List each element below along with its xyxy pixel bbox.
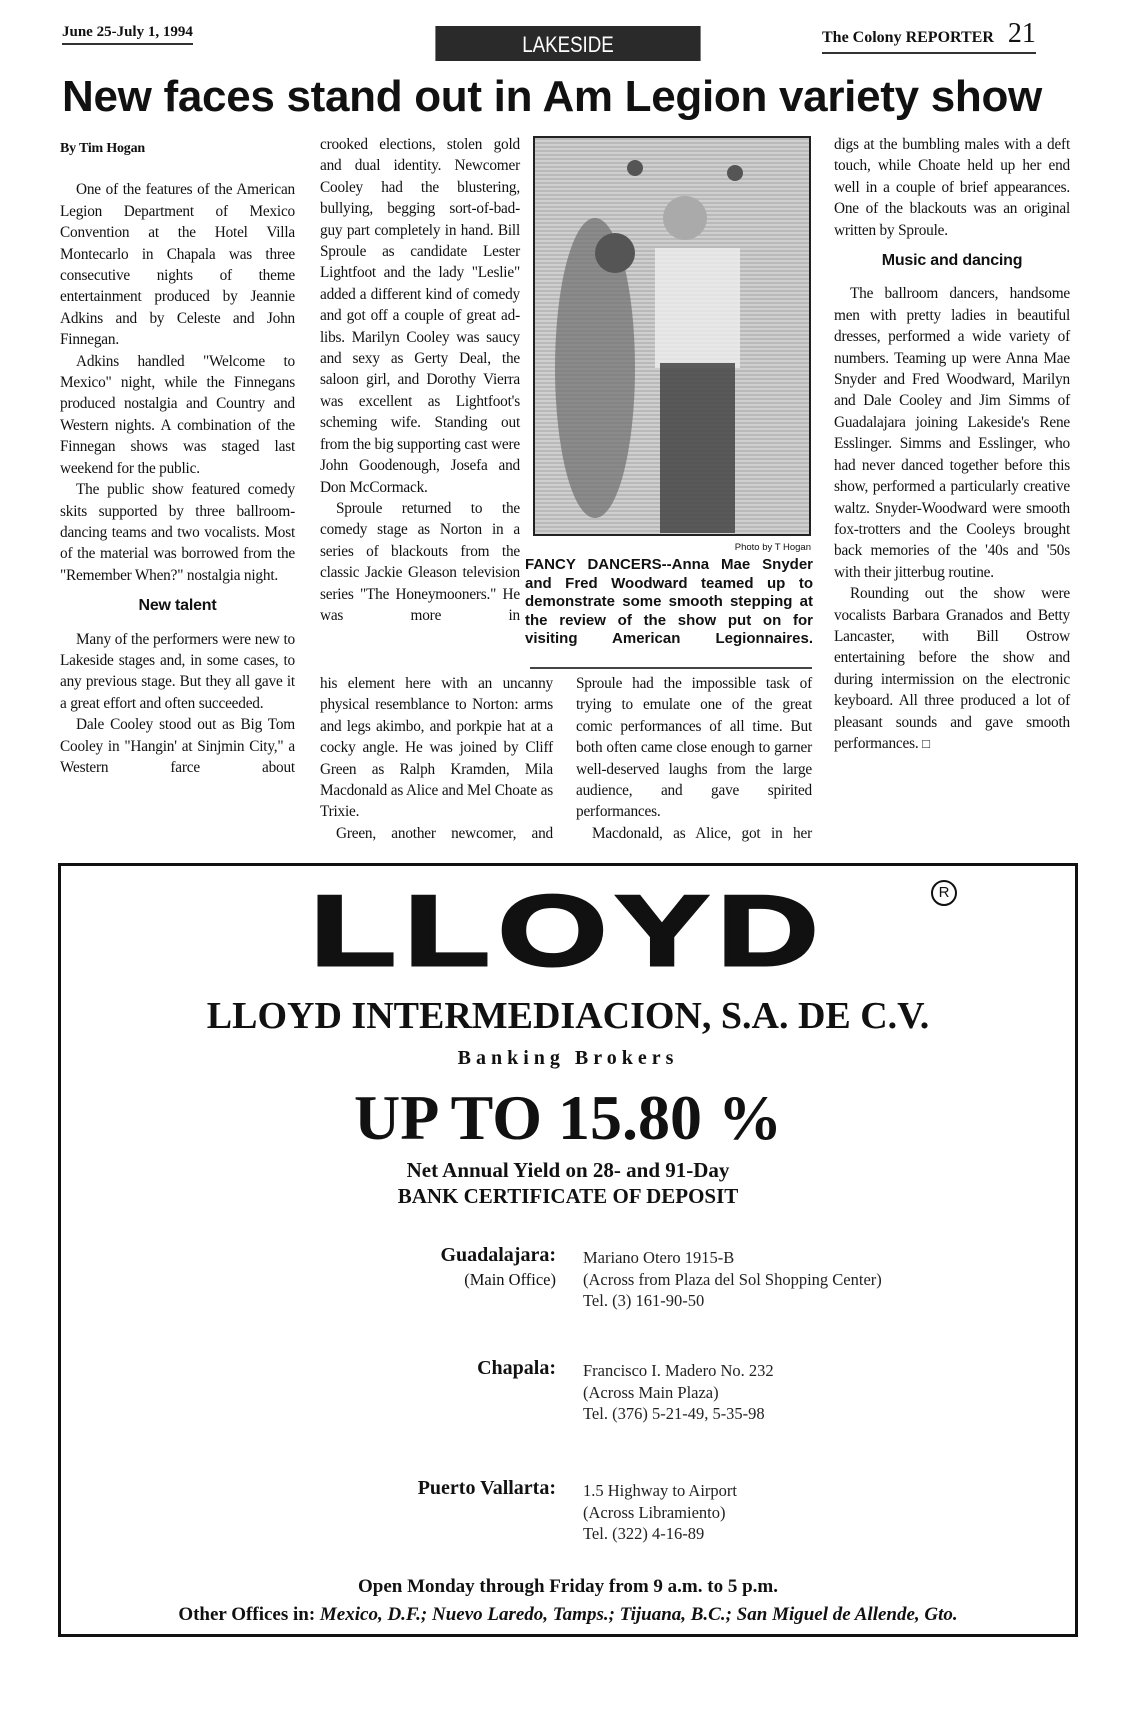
address-line: (Across Main Plaza) — [583, 1382, 719, 1402]
paper-name — [822, 18, 1036, 54]
office-city: Guadalajara: — [440, 1244, 556, 1266]
paragraph: Sproule returned to the comedy stage as Norton in a series of blackouts from the classic Jackie Gleason television series "The Honeymooners." He was more in — [320, 499, 520, 624]
issue-date: June 25-July 1, 1994 — [62, 24, 193, 45]
office-hours: Open Monday through Friday from 9 a.m. to 5 p.m. — [358, 1576, 778, 1597]
paragraph: Macdonald, as Alice, got in her — [592, 824, 812, 842]
office-note: (Main Office) — [464, 1270, 556, 1289]
end-mark-icon: □ — [922, 735, 930, 751]
address-line: Tel. (322) 4-16-89 — [583, 1524, 705, 1543]
page-number: 21 — [1007, 18, 1036, 49]
caption-text: and Fred Woodward teamed up to demonstrate some smooth stepping at the review of the show put on for visiting American Legionnaires. — [525, 574, 813, 647]
paragraph: Many of the performers were new to Lakeside stages and, in some cases, to any previous stage. But they all gave it a great effort and often succeeded. — [60, 630, 295, 712]
paragraph: his element here with an uncanny physical resemblance to Norton: arms and legs akimbo, and porkpie hat at a cocky angle. He was joined by Cliff Green as Ralph Kramden, Mila Macdonald as Alice and Mel Choate as Trixie. — [320, 675, 553, 821]
subhead-music-dancing: Music and dancing — [881, 252, 1023, 270]
article-column-1 — [60, 138, 295, 778]
paragraph: The public show featured comedy skits supported by three ballroom-dancing teams and two vocalists. Most of the material was borrowed from the "Remember When?" nostalgia night. — [60, 481, 295, 584]
address-line: Tel. (376) 5-21-49, 5-35-98 — [583, 1404, 765, 1423]
caption-rule — [530, 667, 812, 669]
dancers-photo — [533, 136, 811, 536]
lloyd-logo-box — [61, 876, 1075, 988]
other-offices-list: Mexico, D.F.; Nuevo Laredo, Tamps.; Tijuana, B.C.; San Miguel de Allende, Gto. — [315, 1604, 958, 1625]
address-line: Mariano Otero 1915-B — [583, 1248, 735, 1267]
address-line: (Across from Plaza del Sol Shopping Center) — [583, 1269, 882, 1289]
lloyd-advertisement — [58, 863, 1078, 1637]
office-city: Chapala: — [477, 1357, 556, 1379]
certificate-line: BANK CERTIFICATE OF DEPOSIT — [397, 1184, 739, 1208]
subhead-new-talent: New talent — [138, 597, 217, 615]
registered-icon: R — [931, 880, 957, 906]
article-column-4 — [834, 134, 1070, 754]
paragraph: crooked elections, stolen gold and dual identity. Newcomer Cooley had the blustering, bullying, begging sort-of-bad-guy part completely in hand. Bill Sproule as candidate Lester Lightfoot and the lady "Leslie" added a different kind of comedy and got off a couple of great ad-libs. Marilyn Cooley was saucy and sexy as Gerty Deal, the saloon girl, and Dorothy Vierra was excellent as Lightfoot's scheming wife. Standing out from the big supporting cast were John Goodenough, Josefa and Don McCormack. — [320, 136, 520, 496]
photo-caption — [525, 556, 813, 649]
paragraph — [834, 583, 1070, 754]
article-column-2-top — [320, 134, 520, 626]
address-line: 1.5 Highway to Airport — [583, 1481, 737, 1500]
article-column-3 — [576, 673, 812, 844]
section-banner: LAKESIDE — [435, 26, 700, 61]
lloyd-logo: LLOYD — [309, 875, 827, 987]
office-address — [583, 1480, 737, 1545]
office-address — [583, 1360, 774, 1425]
photo-figures — [535, 138, 811, 536]
office-address — [583, 1247, 882, 1312]
paragraph: Sproule had the impossible task of trying to emulate one of the great comic performances of all time. But both often came close enough to garner well-deserved laughs from the large audience, and gave spirited performances. — [576, 675, 812, 821]
paragraph: digs at the bumbling males with a deft touch, while Choate held up her end well in a couple of brief appearances. One of the blackouts was an original written by Sproule. — [834, 136, 1070, 239]
paragraph: Adkins handled "Welcome to Mexico" night, while the Finnegans produced nostalgia and Country and Western nights. A combination of the Finnegan shows was staged last weekend for the public. — [60, 352, 295, 477]
paragraph-text: Rounding out the show were vocalists Barbara Granados and Betty Lancaster, with Bill Ostrow entertaining before the show and during intermission on the electronic keyboard. All three produced a lot of pleasant sounds and gave smooth performances. — [834, 585, 1070, 752]
office-city: Puerto Vallarta: — [417, 1477, 556, 1499]
address-line: Francisco I. Madero No. 232 — [583, 1361, 774, 1380]
paper-title: The Colony REPORTER — [822, 29, 994, 46]
company-name: LLOYD INTERMEDIACION, S.A. DE C.V. — [206, 995, 930, 1037]
address-line: Tel. (3) 161-90-50 — [583, 1291, 705, 1310]
paragraph: Dale Cooley stood out as Big Tom Cooley in "Hangin' at Sinjmin City," a Western farce about — [60, 716, 295, 776]
paragraph: Green, another newcomer, and — [336, 824, 553, 842]
other-offices — [61, 1604, 1075, 1626]
tagline: Banking Brokers — [457, 1047, 679, 1069]
headline: New faces stand out in Am Legion variety show — [62, 72, 1042, 121]
photo-credit: Photo by T Hogan — [734, 542, 811, 553]
address-line: (Across Libramiento) — [583, 1502, 726, 1522]
rate: UP TO 15.80 % — [354, 1082, 782, 1153]
article-column-2-bottom — [320, 673, 553, 844]
other-offices-label: Other Offices in: — [178, 1604, 316, 1625]
paragraph: One of the features of the American Legion Department of Mexico Convention at the Hotel Villa Montecarlo in Chapala was three consecutive nights of theme entertainment produced by Jeannie Adkins and by Celeste and John Finnegan. — [60, 181, 295, 349]
yield-line: Net Annual Yield on 28- and 91-Day — [406, 1158, 730, 1182]
paragraph: The ballroom dancers, handsome men with pretty ladies in beautiful dresses, performed a wide variety of numbers. Teaming up were Anna Mae Snyder and Fred Woodward, Marilyn and Dale Cooley and Jim Simms of Guadalajara joining Lakeside's Rene Esslinger. Simms and Esslinger, who had never danced together before this show, performed a particularly creative waltz. Snyder-Woodward were smooth fox-trotters and the Cooleys brought back memories of the '40s and '50s with their jitterbug routine. — [834, 285, 1070, 581]
caption-title: FANCY DANCERS--Anna Mae Snyder — [525, 556, 813, 573]
byline: By Tim Hogan — [60, 141, 145, 156]
